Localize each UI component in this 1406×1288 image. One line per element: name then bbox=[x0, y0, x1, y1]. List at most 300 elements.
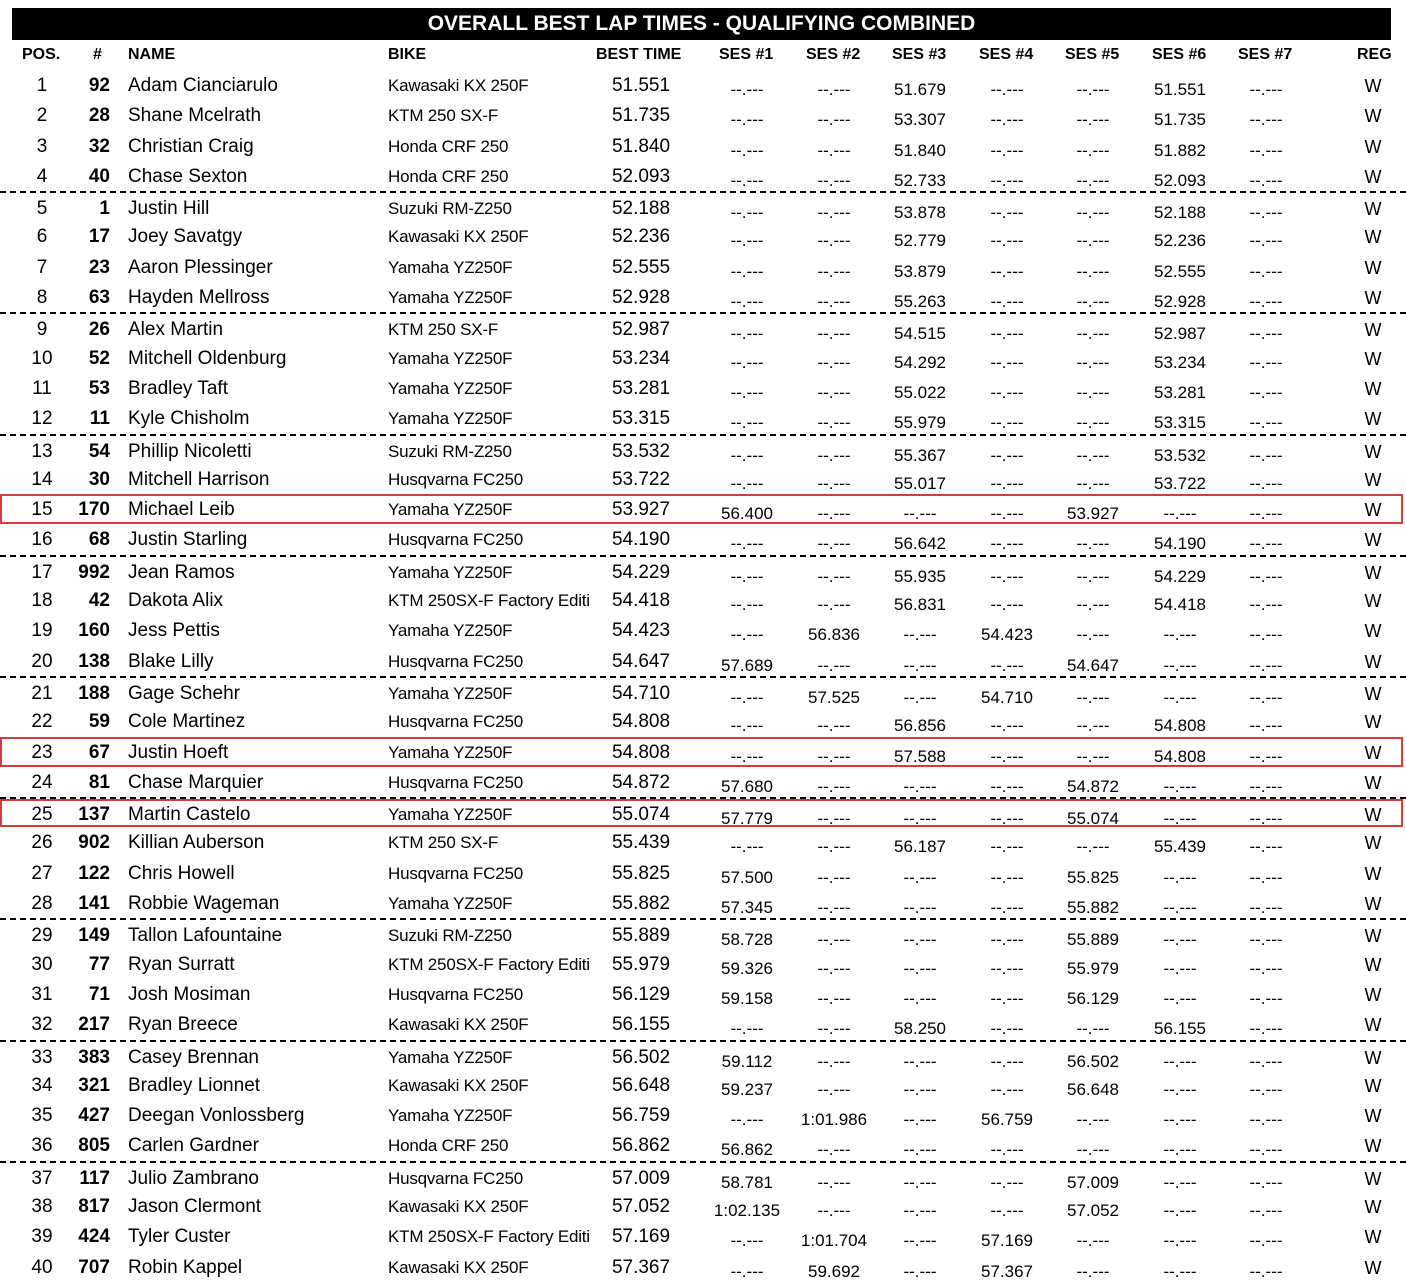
session-5-time-cell: --.--- bbox=[1076, 352, 1110, 372]
session-5-time-cell: 56.129 bbox=[1067, 988, 1119, 1008]
session-5-time-cell: --.--- bbox=[1076, 203, 1110, 223]
session-6-time-cell: --.--- bbox=[1163, 958, 1197, 978]
session-4-time-cell: --.--- bbox=[990, 261, 1024, 281]
session-3-time-cell: --.--- bbox=[903, 958, 937, 978]
rider-name-cell: Adam Cianciarulo bbox=[128, 75, 278, 96]
session-7-time-cell: --.--- bbox=[1249, 687, 1283, 707]
session-2-time-cell: --.--- bbox=[817, 473, 851, 493]
session-6-time-cell: --.--- bbox=[1163, 1051, 1197, 1071]
session-6-time-cell: 52.555 bbox=[1154, 261, 1206, 281]
session-1-time-cell: --.--- bbox=[730, 261, 764, 281]
rider-number-cell: 805 bbox=[78, 1135, 110, 1157]
table-row bbox=[0, 1191, 1406, 1221]
bike-cell: Yamaha YZ250F bbox=[388, 288, 513, 308]
col-ses1-header: SES #1 bbox=[719, 46, 774, 63]
rider-name-cell: Dakota Alix bbox=[128, 590, 224, 612]
table-row bbox=[0, 494, 1406, 524]
session-2-time-cell: --.--- bbox=[817, 1079, 851, 1099]
session-4-time-cell: 56.759 bbox=[981, 1110, 1033, 1130]
table-row bbox=[0, 676, 1406, 706]
region-cell: W bbox=[1364, 530, 1382, 551]
bike-cell: Yamaha YZ250F bbox=[388, 683, 513, 703]
best-time-cell: 55.882 bbox=[611, 893, 671, 915]
session-7-time-cell: --.--- bbox=[1249, 80, 1283, 99]
session-6-time-cell: 54.190 bbox=[1154, 534, 1206, 554]
col-ses3-header: SES #3 bbox=[892, 46, 947, 63]
bike-cell: Yamaha YZ250F bbox=[388, 409, 513, 429]
session-5-time-cell: --.--- bbox=[1076, 473, 1110, 493]
session-2-time-cell: 56.836 bbox=[808, 625, 860, 645]
session-3-time-cell: --.--- bbox=[903, 1172, 937, 1192]
table-row bbox=[0, 70, 1406, 100]
table-row bbox=[0, 918, 1406, 948]
region-cell: W bbox=[1364, 712, 1382, 733]
session-5-time-cell: --.--- bbox=[1076, 80, 1110, 99]
session-7-time-cell: --.--- bbox=[1249, 1231, 1283, 1251]
rider-number-cell: 54 bbox=[88, 440, 110, 462]
best-time-cell: 55.979 bbox=[611, 953, 671, 975]
session-4-time-cell: --.--- bbox=[990, 1140, 1024, 1160]
bike-cell: Husqvarna FC250 bbox=[388, 984, 523, 1004]
bike-cell: Kawasaki KX 250F bbox=[388, 1075, 529, 1095]
best-time-cell: 52.093 bbox=[611, 165, 671, 187]
rider-name-cell: Josh Mosiman bbox=[128, 983, 251, 1005]
region-cell: W bbox=[1364, 894, 1382, 915]
session-1-time-cell: --.--- bbox=[730, 1110, 764, 1130]
col-pos-header: POS. bbox=[22, 46, 61, 63]
results-table-body bbox=[0, 70, 1406, 1282]
bike-cell: Suzuki RM-Z250 bbox=[388, 441, 512, 461]
session-3-time-cell: 56.187 bbox=[894, 837, 946, 857]
position-cell: 29 bbox=[31, 925, 53, 947]
session-5-time-cell: --.--- bbox=[1076, 110, 1110, 130]
region-cell: W bbox=[1364, 320, 1382, 341]
session-1-time-cell: 59.326 bbox=[721, 958, 773, 978]
session-6-time-cell: 51.551 bbox=[1154, 80, 1206, 99]
session-3-time-cell: --.--- bbox=[903, 930, 937, 950]
rider-name-cell: Jason Clermont bbox=[128, 1195, 262, 1217]
position-cell: 27 bbox=[31, 862, 53, 884]
session-1-time-cell: 59.237 bbox=[721, 1079, 773, 1099]
session-4-time-cell: --.--- bbox=[990, 930, 1024, 950]
table-row bbox=[0, 464, 1406, 494]
best-time-cell: 54.710 bbox=[611, 682, 671, 704]
rider-number-cell: 427 bbox=[78, 1105, 110, 1127]
rider-number-cell: 67 bbox=[88, 741, 110, 763]
col-bike-header: BIKE bbox=[388, 46, 427, 63]
session-3-time-cell: --.--- bbox=[903, 1079, 937, 1099]
session-1-time-cell: --.--- bbox=[730, 746, 764, 766]
session-2-time-cell: --.--- bbox=[817, 1019, 851, 1039]
session-7-time-cell: --.--- bbox=[1249, 413, 1283, 433]
rider-name-cell: Jess Pettis bbox=[128, 620, 220, 642]
session-7-time-cell: --.--- bbox=[1249, 1019, 1283, 1039]
session-4-time-cell: 54.423 bbox=[981, 625, 1033, 645]
table-row bbox=[0, 1130, 1406, 1160]
col-ses7-header: SES #7 bbox=[1238, 46, 1293, 63]
session-2-time-cell: --.--- bbox=[817, 413, 851, 433]
rider-name-cell: Robin Kappel bbox=[128, 1256, 243, 1278]
rider-number-cell: 321 bbox=[78, 1074, 110, 1096]
session-2-time-cell: --.--- bbox=[817, 504, 851, 524]
rider-name-cell: Julio Zambrano bbox=[128, 1167, 259, 1189]
table-row bbox=[0, 252, 1406, 282]
session-1-time-cell: 59.112 bbox=[721, 1051, 773, 1071]
session-3-time-cell: --.--- bbox=[903, 687, 937, 707]
best-time-cell: 53.234 bbox=[611, 347, 671, 369]
session-7-time-cell: --.--- bbox=[1249, 1172, 1283, 1192]
position-cell: 15 bbox=[31, 499, 53, 521]
session-1-time-cell: --.--- bbox=[730, 595, 764, 615]
session-5-time-cell: --.--- bbox=[1076, 231, 1110, 251]
session-1-time-cell: 56.400 bbox=[721, 504, 773, 524]
session-1-time-cell: --.--- bbox=[730, 292, 764, 312]
position-cell: 11 bbox=[32, 377, 52, 399]
col-best-header: BEST TIME bbox=[596, 46, 682, 63]
session-6-time-cell: 53.234 bbox=[1154, 352, 1206, 372]
bike-cell: Yamaha YZ250F bbox=[388, 348, 513, 368]
session-1-time-cell: --.--- bbox=[730, 1019, 764, 1039]
region-cell: W bbox=[1364, 409, 1382, 430]
session-2-time-cell: --.--- bbox=[817, 1172, 851, 1192]
session-6-time-cell: --.--- bbox=[1163, 1200, 1197, 1220]
session-6-time-cell: 54.808 bbox=[1154, 716, 1206, 736]
session-1-time-cell: 58.781 bbox=[721, 1172, 773, 1192]
session-5-time-cell: --.--- bbox=[1076, 413, 1110, 433]
table-row bbox=[0, 343, 1406, 373]
rider-name-cell: Ryan Breece bbox=[128, 1014, 238, 1036]
region-cell: W bbox=[1364, 1196, 1382, 1217]
region-cell: W bbox=[1364, 1075, 1382, 1096]
session-2-time-cell: --.--- bbox=[817, 170, 851, 190]
region-cell: W bbox=[1364, 1136, 1382, 1157]
session-6-time-cell: --.--- bbox=[1163, 1172, 1197, 1192]
session-5-time-cell: --.--- bbox=[1076, 445, 1110, 465]
session-4-time-cell: --.--- bbox=[990, 110, 1024, 130]
session-4-time-cell: --.--- bbox=[990, 80, 1024, 99]
session-1-time-cell: 1:02.135 bbox=[713, 1200, 781, 1220]
rider-name-cell: Kyle Chisholm bbox=[128, 408, 250, 430]
session-6-time-cell: --.--- bbox=[1163, 504, 1197, 524]
best-time-cell: 57.169 bbox=[611, 1226, 671, 1248]
rider-name-cell: Gage Schehr bbox=[128, 682, 240, 704]
best-time-cell: 56.759 bbox=[611, 1105, 671, 1127]
best-time-cell: 55.439 bbox=[611, 832, 671, 854]
session-2-time-cell: --.--- bbox=[817, 231, 851, 251]
session-4-time-cell: --.--- bbox=[990, 566, 1024, 586]
session-4-time-cell: --.--- bbox=[990, 534, 1024, 554]
session-3-time-cell: --.--- bbox=[903, 988, 937, 1008]
session-7-time-cell: --.--- bbox=[1249, 1110, 1283, 1130]
session-7-time-cell: --.--- bbox=[1249, 170, 1283, 190]
session-4-time-cell: --.--- bbox=[990, 140, 1024, 160]
session-5-time-cell: --.--- bbox=[1076, 716, 1110, 736]
session-4-time-cell: --.--- bbox=[990, 837, 1024, 857]
session-7-time-cell: --.--- bbox=[1249, 566, 1283, 586]
session-5-time-cell: 55.882 bbox=[1067, 898, 1119, 918]
best-time-cell: 51.735 bbox=[611, 105, 671, 127]
rider-number-cell: 122 bbox=[78, 862, 110, 884]
session-6-time-cell: 54.418 bbox=[1154, 595, 1206, 615]
region-cell: W bbox=[1364, 772, 1382, 793]
session-3-time-cell: 55.263 bbox=[894, 292, 946, 312]
table-row bbox=[0, 949, 1406, 979]
session-7-time-cell: --.--- bbox=[1249, 1051, 1283, 1071]
best-time-cell: 53.722 bbox=[611, 468, 671, 490]
rider-number-cell: 424 bbox=[78, 1226, 110, 1248]
session-2-time-cell: --.--- bbox=[817, 655, 851, 675]
rider-name-cell: Chase Marquier bbox=[128, 771, 264, 793]
session-3-time-cell: 55.935 bbox=[894, 566, 946, 586]
col-ses2-header: SES #2 bbox=[806, 46, 861, 63]
session-4-time-cell: --.--- bbox=[990, 776, 1024, 796]
best-time-cell: 55.074 bbox=[611, 804, 671, 826]
rider-number-cell: 40 bbox=[88, 165, 110, 187]
rider-number-cell: 149 bbox=[78, 925, 110, 947]
best-time-cell: 51.551 bbox=[611, 75, 671, 96]
session-3-time-cell: 55.367 bbox=[894, 445, 946, 465]
rider-name-cell: Bradley Lionnet bbox=[128, 1074, 261, 1096]
rider-name-cell: Aaron Plessinger bbox=[128, 256, 273, 278]
table-row bbox=[0, 312, 1406, 342]
session-2-time-cell: --.--- bbox=[817, 203, 851, 223]
session-6-time-cell: --.--- bbox=[1163, 1140, 1197, 1160]
table-row bbox=[0, 888, 1406, 918]
session-6-time-cell: --.--- bbox=[1163, 809, 1197, 829]
session-6-time-cell: 54.229 bbox=[1154, 566, 1206, 586]
rider-number-cell: 23 bbox=[88, 256, 110, 278]
session-1-time-cell: --.--- bbox=[730, 352, 764, 372]
rider-number-cell: 59 bbox=[88, 711, 110, 733]
session-5-time-cell: --.--- bbox=[1076, 324, 1110, 344]
region-cell: W bbox=[1364, 500, 1382, 521]
bike-cell: Kawasaki KX 250F bbox=[388, 1196, 529, 1216]
bike-cell: Husqvarna FC250 bbox=[388, 651, 523, 671]
position-cell: 40 bbox=[31, 1256, 53, 1278]
session-5-time-cell: --.--- bbox=[1076, 1231, 1110, 1251]
rider-name-cell: Jean Ramos bbox=[128, 561, 235, 583]
rider-number-cell: 217 bbox=[78, 1014, 110, 1036]
session-1-time-cell: --.--- bbox=[730, 231, 764, 251]
rider-name-cell: Killian Auberson bbox=[128, 832, 265, 854]
session-7-time-cell: --.--- bbox=[1249, 625, 1283, 645]
best-time-cell: 54.647 bbox=[611, 650, 671, 672]
best-time-cell: 57.052 bbox=[611, 1195, 671, 1217]
session-4-time-cell: 54.710 bbox=[981, 687, 1033, 707]
position-cell: 18 bbox=[31, 590, 53, 612]
position-cell: 28 bbox=[31, 893, 53, 915]
session-4-time-cell: --.--- bbox=[990, 413, 1024, 433]
rider-name-cell: Chase Sexton bbox=[128, 165, 248, 187]
session-7-time-cell: --.--- bbox=[1249, 809, 1283, 829]
session-4-time-cell: --.--- bbox=[990, 655, 1024, 675]
rider-name-cell: Mitchell Oldenburg bbox=[128, 347, 287, 369]
session-6-time-cell: 53.315 bbox=[1154, 413, 1206, 433]
rider-name-cell: Casey Brennan bbox=[128, 1046, 259, 1068]
session-5-time-cell: --.--- bbox=[1076, 261, 1110, 281]
bike-cell: Kawasaki KX 250F bbox=[388, 1015, 529, 1035]
session-7-time-cell: --.--- bbox=[1249, 898, 1283, 918]
session-7-time-cell: --.--- bbox=[1249, 655, 1283, 675]
session-2-time-cell: --.--- bbox=[817, 534, 851, 554]
session-1-time-cell: 57.680 bbox=[721, 776, 773, 796]
position-cell: 3 bbox=[36, 135, 48, 157]
best-time-cell: 54.418 bbox=[611, 590, 671, 612]
session-4-time-cell: --.--- bbox=[990, 716, 1024, 736]
session-2-time-cell: --.--- bbox=[817, 566, 851, 586]
session-3-time-cell: 53.878 bbox=[894, 203, 946, 223]
session-1-time-cell: --.--- bbox=[730, 110, 764, 130]
session-3-time-cell: 54.292 bbox=[894, 352, 946, 372]
best-time-cell: 54.190 bbox=[611, 529, 671, 551]
col-num-header: # bbox=[93, 46, 102, 63]
session-1-time-cell: --.--- bbox=[730, 80, 764, 99]
session-4-time-cell: --.--- bbox=[990, 1200, 1024, 1220]
region-cell: W bbox=[1364, 227, 1382, 248]
session-2-time-cell: --.--- bbox=[817, 110, 851, 130]
rider-name-cell: Tyler Custer bbox=[128, 1226, 231, 1248]
region-cell: W bbox=[1364, 651, 1382, 672]
rider-name-cell: Christian Craig bbox=[128, 135, 254, 157]
session-5-time-cell: --.--- bbox=[1076, 1019, 1110, 1039]
session-2-time-cell: 1:01.986 bbox=[800, 1110, 868, 1130]
table-row bbox=[0, 646, 1406, 676]
sheet-title: OVERALL BEST LAP TIMES - QUALIFYING COMBINED bbox=[12, 8, 1391, 40]
session-3-time-cell: 55.017 bbox=[894, 473, 946, 493]
session-5-time-cell: --.--- bbox=[1076, 140, 1110, 160]
session-1-time-cell: --.--- bbox=[730, 1231, 764, 1251]
table-row bbox=[0, 100, 1406, 130]
best-time-cell: 54.808 bbox=[611, 711, 671, 733]
session-7-time-cell: --.--- bbox=[1249, 534, 1283, 554]
session-3-time-cell: 56.642 bbox=[894, 534, 946, 554]
session-2-time-cell: --.--- bbox=[817, 988, 851, 1008]
bike-cell: Husqvarna FC250 bbox=[388, 469, 523, 489]
session-4-time-cell: --.--- bbox=[990, 231, 1024, 251]
table-row bbox=[0, 282, 1406, 312]
best-time-cell: 56.648 bbox=[611, 1074, 671, 1096]
session-5-time-cell: --.--- bbox=[1076, 746, 1110, 766]
region-cell: W bbox=[1364, 1015, 1382, 1036]
rider-name-cell: Shane Mcelrath bbox=[128, 105, 262, 127]
table-row bbox=[0, 797, 1406, 827]
table-row bbox=[0, 615, 1406, 645]
session-4-time-cell: --.--- bbox=[990, 1019, 1024, 1039]
session-4-time-cell: --.--- bbox=[990, 352, 1024, 372]
rider-name-cell: Deegan Vonlossberg bbox=[128, 1105, 305, 1127]
session-4-time-cell: --.--- bbox=[990, 958, 1024, 978]
bike-cell: Suzuki RM-Z250 bbox=[388, 199, 512, 219]
session-5-time-cell: 56.502 bbox=[1067, 1051, 1119, 1071]
bike-cell: Kawasaki KX 250F bbox=[388, 1257, 529, 1277]
rider-number-cell: 28 bbox=[88, 105, 110, 127]
session-2-time-cell: --.--- bbox=[817, 716, 851, 736]
session-3-time-cell: --.--- bbox=[903, 1231, 937, 1251]
session-2-time-cell: --.--- bbox=[817, 776, 851, 796]
bike-cell: KTM 250SX-F Factory Editi bbox=[388, 1227, 590, 1247]
session-6-time-cell: 53.281 bbox=[1154, 382, 1206, 402]
session-4-time-cell: --.--- bbox=[990, 746, 1024, 766]
session-2-time-cell: 1:01.704 bbox=[800, 1231, 868, 1251]
session-2-time-cell: --.--- bbox=[817, 595, 851, 615]
region-cell: W bbox=[1364, 441, 1382, 462]
session-1-time-cell: 56.862 bbox=[721, 1140, 773, 1160]
session-6-time-cell: --.--- bbox=[1163, 655, 1197, 675]
bike-cell: Husqvarna FC250 bbox=[388, 772, 523, 792]
region-cell: W bbox=[1364, 106, 1382, 127]
session-4-time-cell: --.--- bbox=[990, 445, 1024, 465]
session-5-time-cell: --.--- bbox=[1076, 534, 1110, 554]
position-cell: 9 bbox=[36, 319, 48, 341]
session-6-time-cell: 51.735 bbox=[1154, 110, 1206, 130]
best-time-cell: 51.840 bbox=[611, 135, 671, 157]
table-row bbox=[0, 1009, 1406, 1039]
rider-number-cell: 52 bbox=[88, 347, 110, 369]
session-7-time-cell: --.--- bbox=[1249, 867, 1283, 887]
session-5-time-cell: 53.927 bbox=[1067, 504, 1119, 524]
region-cell: W bbox=[1364, 742, 1382, 763]
session-3-time-cell: 51.840 bbox=[894, 140, 946, 160]
rider-name-cell: Cole Martinez bbox=[128, 711, 246, 733]
session-5-time-cell: --.--- bbox=[1076, 595, 1110, 615]
position-cell: 30 bbox=[31, 953, 53, 975]
rider-name-cell: Phillip Nicoletti bbox=[128, 440, 252, 462]
session-3-time-cell: 55.979 bbox=[894, 413, 946, 433]
bike-cell: Honda CRF 250 bbox=[388, 1136, 509, 1156]
table-row bbox=[0, 161, 1406, 191]
bike-cell: Kawasaki KX 250F bbox=[388, 227, 529, 247]
table-row bbox=[0, 706, 1406, 736]
session-7-time-cell: --.--- bbox=[1249, 595, 1283, 615]
col-ses5-header: SES #5 bbox=[1065, 46, 1120, 63]
session-4-time-cell: --.--- bbox=[990, 867, 1024, 887]
bike-cell: Yamaha YZ250F bbox=[388, 894, 513, 914]
session-6-time-cell: --.--- bbox=[1163, 930, 1197, 950]
session-3-time-cell: 53.307 bbox=[894, 110, 946, 130]
position-cell: 20 bbox=[31, 650, 53, 672]
session-4-time-cell: --.--- bbox=[990, 898, 1024, 918]
region-cell: W bbox=[1364, 1047, 1382, 1068]
session-7-time-cell: --.--- bbox=[1249, 110, 1283, 130]
session-5-time-cell: --.--- bbox=[1076, 1140, 1110, 1160]
session-4-time-cell: --.--- bbox=[990, 1172, 1024, 1192]
session-6-time-cell: 53.722 bbox=[1154, 473, 1206, 493]
region-cell: W bbox=[1364, 562, 1382, 583]
session-4-time-cell: --.--- bbox=[990, 1079, 1024, 1099]
region-cell: W bbox=[1364, 1257, 1382, 1278]
session-5-time-cell: 55.074 bbox=[1067, 809, 1119, 829]
table-row bbox=[0, 1221, 1406, 1251]
session-2-time-cell: --.--- bbox=[817, 80, 851, 99]
best-time-cell: 53.532 bbox=[611, 440, 671, 462]
region-cell: W bbox=[1364, 257, 1382, 278]
session-3-time-cell: 52.733 bbox=[894, 170, 946, 190]
table-row bbox=[0, 524, 1406, 554]
bike-cell: KTM 250 SX-F bbox=[388, 320, 499, 340]
table-row bbox=[0, 737, 1406, 767]
session-6-time-cell: 52.928 bbox=[1154, 292, 1206, 312]
session-3-time-cell: --.--- bbox=[903, 1140, 937, 1160]
position-cell: 38 bbox=[31, 1195, 53, 1217]
session-6-time-cell: 51.882 bbox=[1154, 140, 1206, 160]
rider-name-cell: Justin Starling bbox=[128, 529, 248, 551]
rider-name-cell: Bradley Taft bbox=[128, 377, 228, 399]
bike-cell: Kawasaki KX 250F bbox=[388, 76, 529, 95]
best-time-cell: 52.236 bbox=[611, 226, 671, 248]
session-2-time-cell: --.--- bbox=[817, 292, 851, 312]
best-time-cell: 54.229 bbox=[611, 561, 671, 583]
region-cell: W bbox=[1364, 591, 1382, 612]
